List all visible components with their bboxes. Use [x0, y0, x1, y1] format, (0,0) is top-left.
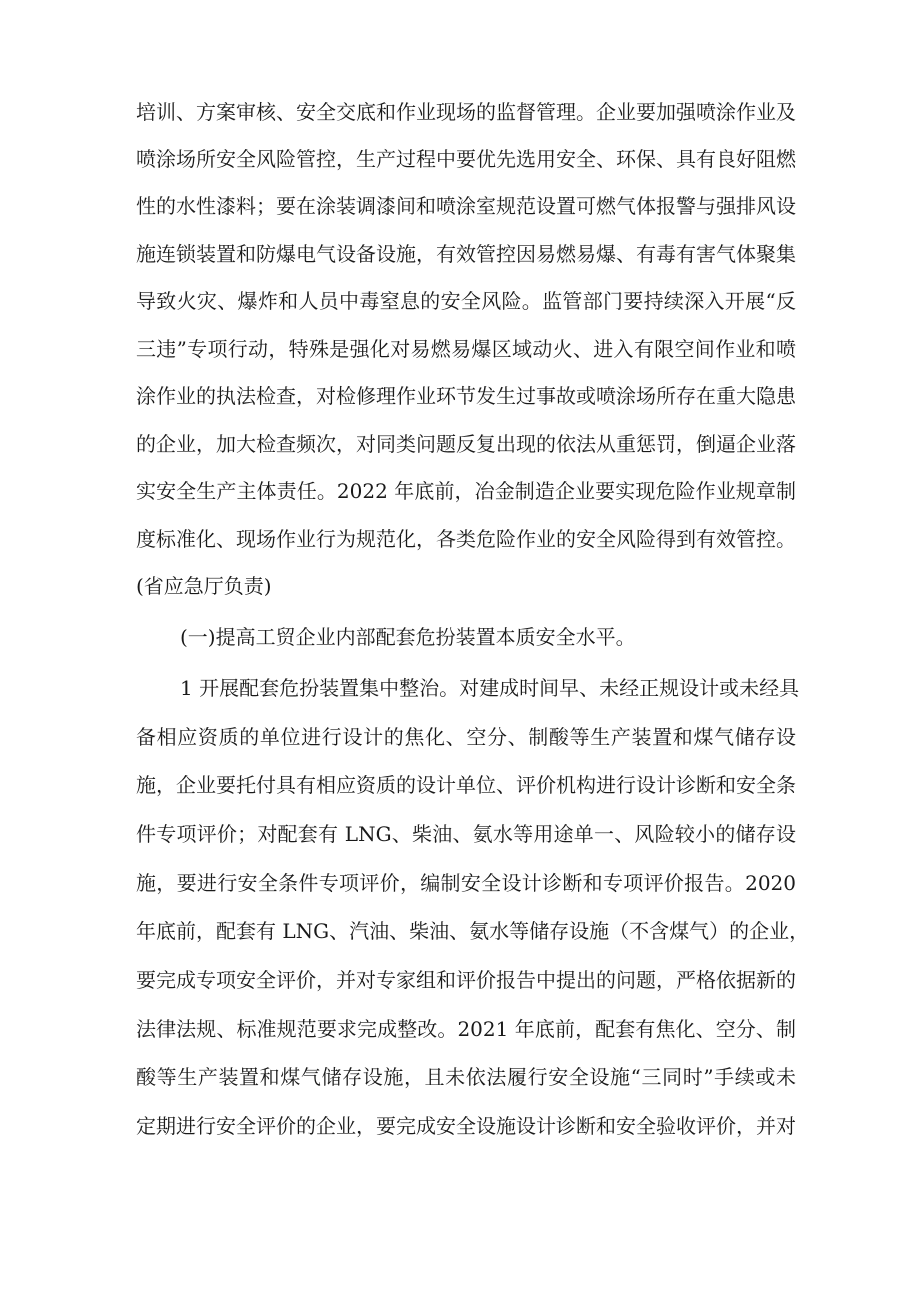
body-text-line: 性的水性漆料；要在涂装调漆间和喷涂室规范设置可燃气体报警与强排风设 — [136, 194, 796, 218]
body-text-line: 度标准化、现场作业行为规范化，各类危险作业的安全风险得到有效管控。 — [136, 527, 796, 551]
body-text-line: 年底前，配套有 LNG、汽油、柴油、氨水等储存设施（不含煤气）的企业， — [136, 919, 810, 943]
body-text-line: 法律法规、标准规范要求完成整改。2021 年底前，配套有焦化、空分、制 — [136, 1017, 796, 1041]
responsible-dept-note: (省应急厅负责) — [136, 574, 272, 598]
section-heading: (一)提高工贸企业内部配套危扮装置本质安全水平。 — [180, 625, 636, 649]
body-text-line: 施，企业要托付具有相应资质的设计单位、评价机构进行设计诊断和安全条 — [136, 773, 796, 797]
body-text-line: 酸等生产装置和煤气储存设施，且未依法履行安全设施“三同时”手续或未 — [136, 1065, 796, 1089]
body-text-line: 涂作业的执法检查，对检修理作业环节发生过事故或喷涂场所存在重大隐患 — [136, 384, 796, 408]
body-text-line: 要完成专项安全评价，并对专家组和评价报告中提出的问题，严格依据新的 — [136, 968, 796, 992]
body-text-line: 实安全生产主体责任。2022 年底前，冶金制造企业要实现危险作业规章制 — [136, 479, 796, 503]
body-text-line: 备相应资质的单位进行设计的焦化、空分、制酸等生产装置和煤气储存设 — [136, 725, 796, 749]
body-text-line: 定期进行安全评价的企业，要完成安全设施设计诊断和安全验收评价，并对 — [136, 1114, 796, 1138]
body-text-line: 培训、方案审核、安全交底和作业现场的监督管理。企业要加强喷涂作业及 — [136, 100, 796, 124]
item-first-line: 1 开展配套危扮装置集中整治。对建成时间早、未经正规设计或未经具 — [180, 676, 800, 700]
body-text-line: 施，要进行安全条件专项评价，编制安全设计诊断和专项评价报告。2020 — [136, 871, 796, 895]
body-text-line: 的企业，加大检查频次，对同类问题反复出现的依法从重惩罚，倒逼企业落 — [136, 432, 796, 456]
body-text-line: 件专项评价；对配套有 LNG、柴油、氨水等用途单一、风险较小的储存设 — [136, 822, 796, 846]
body-text-line: 喷涂场所安全风险管控，生产过程中要优先选用安全、环保、具有良好阻燃 — [136, 147, 796, 171]
body-text-line: 施连锁装置和防爆电气设备设施，有效管控因易燃易爆、有毒有害气体聚集 — [136, 242, 796, 266]
body-text-line: 三违”专项行动，特殊是强化对易燃易爆区域动火、进入有限空间作业和喷 — [136, 337, 796, 361]
body-text-line: 导致火灾、爆炸和人员中毒窒息的安全风险。监管部门要持续深入开展“反 — [136, 289, 796, 313]
